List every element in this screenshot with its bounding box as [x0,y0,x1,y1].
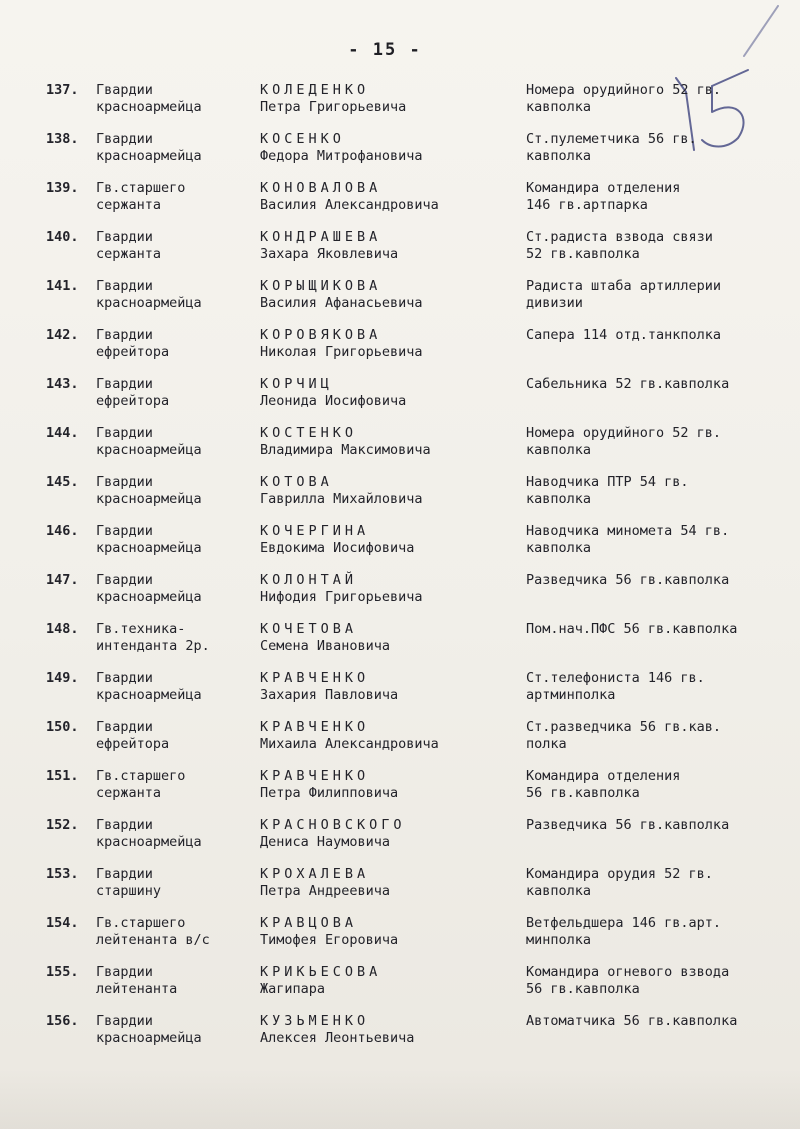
unit-line: 146 гв.артпарка [526,196,648,213]
list-item [0,670,800,719]
entry-rank [96,376,261,409]
surname: КРАВЧЕНКО [260,719,370,735]
given-name: Михаила Александровича [260,735,439,752]
entry-number: 137. [46,82,79,98]
list-item [0,327,800,376]
entry-name [260,719,520,752]
entry-rank [96,523,261,556]
rank-line: красноармейца [96,490,202,507]
list-item [0,180,800,229]
unit-line: кавполка [526,98,592,115]
list-item [0,768,800,817]
list-item [0,425,800,474]
rank-line: Гв.старшего [96,915,186,931]
given-name: Гаврилла Михайловича [260,490,423,507]
rank-line: Гвардии [96,278,153,294]
list-item [0,1013,800,1062]
given-name: Захария Павловича [260,686,399,703]
rank-line: красноармейца [96,441,202,458]
given-name: Петра Филипповича [260,784,399,801]
unit-line: Командира орудия 52 гв. [526,866,713,882]
entry-name [260,327,520,360]
list-item [0,572,800,621]
unit-line: Пом.нач.ПФС 56 гв.кавполка [526,621,738,637]
surname: КОРОВЯКОВА [260,327,382,343]
entry-rank [96,425,261,458]
given-name: Леонида Иосифовича [260,392,407,409]
entry-rank [96,572,261,605]
unit-line: Ст.телефониста 146 гв. [526,670,705,686]
entry-unit [526,1013,791,1030]
entry-number: 156. [46,1013,79,1029]
rank-line: сержанта [96,784,162,801]
entry-name [260,768,520,801]
surname: КОРЫЩИКОВА [260,278,382,294]
given-name: Николая Григорьевича [260,343,423,360]
entry-unit [526,327,791,344]
entry-number: 147. [46,572,79,588]
entry-number: 145. [46,474,79,490]
rank-line: старшину [96,882,162,899]
rank-line: красноармейца [96,833,202,850]
given-name: Федора Митрофановича [260,147,423,164]
rank-line: сержанта [96,245,162,262]
entry-rank [96,915,261,948]
unit-line: Ст.пулеметчика 56 гв. [526,131,697,147]
entry-number: 142. [46,327,79,343]
entry-name [260,376,520,409]
surname: КОСТЕНКО [260,425,358,441]
unit-line: 56 гв.кавполка [526,980,640,997]
entry-name [260,425,520,458]
unit-line: кавполка [526,882,592,899]
unit-line: Разведчика 56 гв.кавполка [526,572,730,588]
entry-rank [96,180,261,213]
given-name: Алексея Леонтьевича [260,1029,415,1046]
rank-line: красноармейца [96,1029,202,1046]
surname: КОСЕНКО [260,131,345,147]
rank-line: Гвардии [96,523,153,539]
unit-line: Наводчика миномета 54 гв. [526,523,730,539]
unit-line: Командира отделения [526,180,681,196]
entry-name [260,866,520,899]
entry-name [260,670,520,703]
entry-number: 150. [46,719,79,735]
entry-name [260,572,520,605]
unit-line: кавполка [526,539,592,556]
rank-line: красноармейца [96,147,202,164]
entry-number: 140. [46,229,79,245]
entry-number: 141. [46,278,79,294]
entry-unit [526,523,791,556]
rank-line: Гвардии [96,719,153,735]
entry-rank [96,768,261,801]
entry-number: 148. [46,621,79,637]
unit-line: 52 гв.кавполка [526,245,640,262]
rank-line: Гв.техника- [96,621,186,637]
given-name: Петра Андреевича [260,882,391,899]
award-list [0,82,800,1062]
given-name: Дениса Наумовича [260,833,391,850]
list-item [0,866,800,915]
entry-unit [526,82,791,115]
entry-rank [96,621,261,654]
surname: КРАВЦОВА [260,915,358,931]
unit-line: Ветфельдшера 146 гв.арт. [526,915,722,931]
entry-unit [526,131,791,164]
unit-line: Сапера 114 отд.танкполка [526,327,722,343]
rank-line: интенданта 2р. [96,637,210,654]
entry-number: 138. [46,131,79,147]
rank-line: Гв.старшего [96,768,186,784]
entry-unit [526,621,791,638]
rank-line: Гвардии [96,425,153,441]
entry-unit [526,229,791,262]
given-name: Владимира Максимовича [260,441,431,458]
rank-line: лейтенанта [96,980,178,997]
entry-number: 153. [46,866,79,882]
entry-name [260,278,520,311]
entry-unit [526,866,791,899]
entry-name [260,229,520,262]
entry-name [260,1013,520,1046]
rank-line: Гвардии [96,817,153,833]
surname: КОНОВАЛОВА [260,180,382,196]
list-item [0,229,800,278]
list-item [0,915,800,964]
rank-line: красноармейца [96,98,202,115]
unit-line: Автоматчика 56 гв.кавполка [526,1013,738,1029]
unit-line: Радиста штаба артиллерии [526,278,722,294]
entry-unit [526,474,791,507]
entry-number: 143. [46,376,79,392]
list-item [0,474,800,523]
entry-name [260,131,520,164]
entry-name [260,180,520,213]
entry-unit [526,180,791,213]
entry-unit [526,425,791,458]
surname: КОЧЕТОВА [260,621,358,637]
rank-line: Гвардии [96,572,153,588]
entry-unit [526,915,791,948]
entry-rank [96,719,261,752]
entry-rank [96,278,261,311]
list-item [0,376,800,425]
surname: КОНДРАШЕВА [260,229,382,245]
given-name: Нифодия Григорьевича [260,588,423,605]
unit-line: Наводчика ПТР 54 гв. [526,474,689,490]
unit-line: Ст.радиста взвода связи [526,229,713,245]
entry-rank [96,964,261,997]
unit-line: Номера орудийного 52 гв. [526,82,722,98]
rank-line: Гвардии [96,474,153,490]
entry-unit [526,376,791,393]
given-name: Василия Александровича [260,196,439,213]
surname: КОРЧИЦ [260,376,333,392]
entry-unit [526,278,791,311]
unit-line: минполка [526,931,592,948]
rank-line: Гвардии [96,1013,153,1029]
surname: КОЛЕДЕНКО [260,82,370,98]
list-item [0,621,800,670]
entry-number: 155. [46,964,79,980]
surname: КРАВЧЕНКО [260,768,370,784]
entry-name [260,523,520,556]
unit-line: дивизии [526,294,583,311]
entry-number: 139. [46,180,79,196]
rank-line: красноармейца [96,539,202,556]
rank-line: Гвардии [96,131,153,147]
rank-line: красноармейца [96,588,202,605]
entry-unit [526,719,791,752]
entry-unit [526,572,791,589]
entry-rank [96,229,261,262]
unit-line: Командира отделения [526,768,681,784]
entry-rank [96,131,261,164]
surname: КОЧЕРГИНА [260,523,370,539]
list-item [0,82,800,131]
entry-number: 154. [46,915,79,931]
rank-line: ефрейтора [96,343,170,360]
unit-line: Номера орудийного 52 гв. [526,425,722,441]
unit-line: 56 гв.кавполка [526,784,640,801]
unit-line: кавполка [526,441,592,458]
unit-line: Сабельника 52 гв.кавполка [526,376,730,392]
rank-line: красноармейца [96,686,202,703]
unit-line: Командира огневого взвода [526,964,730,980]
rank-line: красноармейца [96,294,202,311]
entry-number: 144. [46,425,79,441]
given-name: Тимофея Егоровича [260,931,399,948]
entry-name [260,621,520,654]
entry-number: 151. [46,768,79,784]
entry-name [260,474,520,507]
entry-rank [96,474,261,507]
entry-rank [96,1013,261,1046]
rank-line: лейтенанта в/с [96,931,210,948]
surname: КУЗЬМЕНКО [260,1013,370,1029]
rank-line: Гвардии [96,964,153,980]
entry-unit [526,670,791,703]
rank-line: ефрейтора [96,735,170,752]
given-name: Евдокима Иосифовича [260,539,415,556]
entry-name [260,915,520,948]
rank-line: Гвардии [96,82,153,98]
page-number: - 15 - [348,40,422,60]
given-name: Петра Григорьевича [260,98,407,115]
surname: КРОХАЛЕВА [260,866,370,882]
list-item [0,523,800,572]
entry-name [260,82,520,115]
entry-rank [96,670,261,703]
rank-line: Гвардии [96,670,153,686]
surname: КОТОВА [260,474,333,490]
entry-number: 149. [46,670,79,686]
given-name: Жагипара [260,980,326,997]
given-name: Семена Ивановича [260,637,391,654]
surname: КОЛОНТАЙ [260,572,358,588]
given-name: Василия Афанасьевича [260,294,423,311]
unit-line: Разведчика 56 гв.кавполка [526,817,730,833]
entry-name [260,817,520,850]
list-item [0,719,800,768]
given-name: Захара Яковлевича [260,245,399,262]
list-item [0,131,800,180]
entry-unit [526,768,791,801]
rank-line: сержанта [96,196,162,213]
unit-line: артминполка [526,686,616,703]
rank-line: Гвардии [96,376,153,392]
list-item [0,964,800,1013]
unit-line: Ст.разведчика 56 гв.кав. [526,719,722,735]
entry-unit [526,964,791,997]
entry-number: 146. [46,523,79,539]
list-item [0,817,800,866]
entry-rank [96,866,261,899]
entry-number: 152. [46,817,79,833]
entry-unit [526,817,791,834]
surname: КРИКЬЕСОВА [260,964,382,980]
unit-line: кавполка [526,147,592,164]
unit-line: кавполка [526,490,592,507]
surname: КРАСНОВСКОГО [260,817,406,833]
entry-rank [96,327,261,360]
rank-line: Гв.старшего [96,180,186,196]
entry-name [260,964,520,997]
list-item [0,278,800,327]
entry-rank [96,817,261,850]
rank-line: Гвардии [96,327,153,343]
rank-line: Гвардии [96,229,153,245]
rank-line: Гвардии [96,866,153,882]
surname: КРАВЧЕНКО [260,670,370,686]
entry-rank [96,82,261,115]
unit-line: полка [526,735,567,752]
rank-line: ефрейтора [96,392,170,409]
